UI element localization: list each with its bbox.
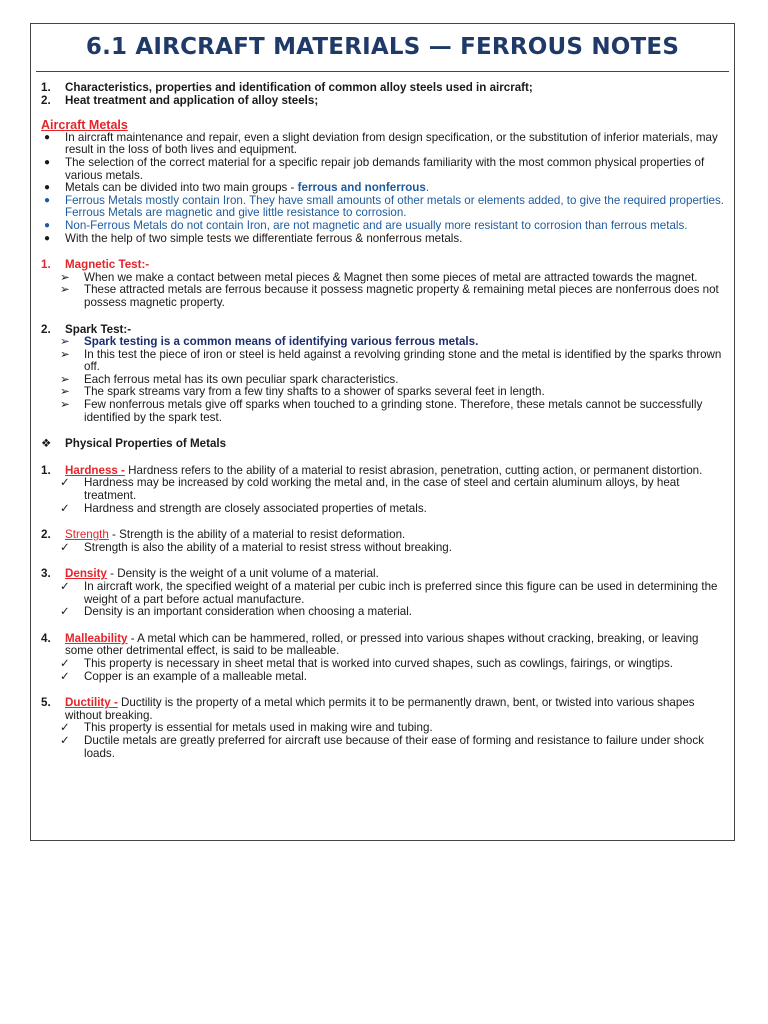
property-name: Ductility -: [65, 696, 118, 710]
list-item: ✓ In aircraft work, the specified weight of a material per cubic inch is preferred since this figure can be used in determining the weight of a part before actual manufacture.: [60, 580, 718, 606]
list-item: ➢ When we make a contact between metal pieces & Magnet then some pieces of metal are attracted towards the magnet.: [60, 270, 698, 284]
list-item: ✓ Hardness and strength are closely associated properties of metals.: [60, 501, 427, 515]
check-icon: ✓: [60, 501, 70, 515]
bullet-icon: ●: [44, 182, 51, 194]
bullet-icon: ●: [44, 156, 51, 168]
check-icon: ✓: [60, 605, 70, 619]
list-item: ✓ Density is an important consideration when choosing a material.: [60, 605, 413, 619]
arrow-icon: ➢: [60, 372, 70, 386]
list-item: ✓ Ductile metals are greatly preferred for aircraft use because of their ease of forming and resistance to failure under shock loads.: [60, 733, 704, 760]
list-item: ➢ In this test the piece of iron or steel is held against a revolving grinding stone and the metal is identified by the sparks thrown off.: [60, 347, 722, 374]
arrow-icon: ➢: [60, 335, 70, 349]
list-item: ● With the help of two simple tests we differentiate ferrous & nonferrous metals.: [41, 233, 728, 246]
section-heading-spark-test: 2. Spark Test:-: [41, 322, 132, 336]
arrow-icon: ➢: [60, 385, 70, 399]
property-name: Density: [65, 567, 107, 581]
objective-number: 2.: [41, 93, 51, 107]
notes-content: [41, 80, 728, 760]
check-icon: ✓: [60, 669, 70, 683]
property-name: Malleability: [65, 631, 128, 645]
objective-item: [41, 95, 728, 108]
list-item: ● Metals can be divided into two main groups - ferrous and nonferrous.: [41, 182, 728, 195]
property-ductility: 5. Ductility - Ductility is the property of a metal which permits it to be permanently drawn, bent, or twisted into various shapes without breaking.: [41, 696, 695, 722]
section-heading-magnetic-test: 1. Magnetic Test:-: [41, 258, 150, 272]
diamond-bullet-icon: ❖: [41, 437, 52, 451]
list-item: ➢ The spark streams vary from a few tiny shafts to a shower of sparks several feet in length.: [60, 385, 545, 399]
property-strength: 2. Strength - Strength is the ability of a material to resist deformation.: [41, 528, 406, 542]
objective-item: [41, 82, 728, 95]
list-item: ● In aircraft maintenance and repair, even a slight deviation from design specification, or the substitution of inferior materials, may result in the loss of both lives and equipment.: [41, 132, 728, 157]
arrow-icon: ➢: [60, 398, 70, 412]
list-item: ✓ This property is necessary in sheet metal that is worked into curved shapes, such as cowlings, fairings, or wingtips.: [60, 656, 673, 670]
list-item: ● Non-Ferrous Metals do not contain Iron, are not magnetic and are usually more resistant to corrosion than ferrous metals.: [41, 220, 728, 233]
arrow-icon: ➢: [60, 347, 70, 361]
bullet-icon: ●: [44, 232, 51, 244]
list-item: ✓ Copper is an example of a malleable metal.: [60, 669, 307, 683]
property-malleability: 4. Malleability - A metal which can be hammered, rolled, or pressed into various shapes without cracking, breaking, or leaving some other detrimental effect, is said to be malleable.: [41, 631, 699, 658]
page-frame: [30, 23, 735, 841]
check-icon: ✓: [60, 580, 70, 593]
page-title: 6.1 AIRCRAFT MATERIALS — FERROUS NOTES: [85, 34, 680, 60]
bullet-icon: ●: [44, 131, 51, 143]
objective-number: 1.: [41, 81, 51, 94]
objective-text: Heat treatment and application of alloy steels;: [65, 93, 319, 107]
property-density: 3. Density - Density is the weight of a unit volume of a material.: [41, 567, 379, 581]
check-icon: ✓: [60, 733, 70, 747]
section-heading-physical-properties: ❖ Physical Properties of Metals: [41, 437, 227, 451]
list-item: ✓ Strength is also the ability of a material to resist stress without breaking.: [60, 540, 452, 554]
section-heading-aircraft-metals: Aircraft Metals: [41, 118, 128, 133]
objective-text: Characteristics, properties and identification of common alloy steels used in aircraft;: [65, 81, 533, 94]
check-icon: ✓: [60, 721, 70, 735]
list-item: ➢ Few nonferrous metals give off sparks when touched to a grinding stone. Therefore, these metals cannot be successfully identified by the spark test.: [60, 398, 703, 424]
check-icon: ✓: [60, 476, 70, 490]
bullet-icon: ●: [44, 219, 51, 231]
bullet-icon: ●: [44, 194, 51, 206]
property-hardness: 1. Hardness - Hardness refers to the ability of a material to resist abrasion, penetration, cutting action, or permanent distortion.: [41, 463, 703, 477]
list-item: ✓ Hardness may be increased by cold working the metal and, in the case of steel and certain aluminum alloys, by heat treatment.: [60, 476, 680, 503]
title-divider: [36, 71, 729, 72]
check-icon: ✓: [60, 540, 70, 554]
check-icon: ✓: [60, 656, 70, 670]
list-item: ➢ These attracted metals are ferrous because it possess magnetic property & remaining metal pieces are nonferrous does not possess magnetic property.: [60, 283, 719, 309]
list-item: ➢ Each ferrous metal has its own peculiar spark characteristics.: [60, 372, 399, 386]
list-item: ● The selection of the correct material for a specific repair job demands familiarity with the most common physical properties of various metals.: [41, 157, 728, 182]
property-name: Strength: [65, 528, 109, 542]
arrow-icon: ➢: [60, 270, 70, 284]
property-name: Hardness -: [65, 463, 125, 477]
arrow-icon: ➢: [60, 283, 70, 297]
ferrous-nonferrous-highlight: ferrous and nonferrous: [297, 181, 426, 195]
list-item: ➢ Spark testing is a common means of identifying various ferrous metals.: [60, 335, 479, 349]
list-item: ✓ This property is essential for metals used in making wire and tubing.: [60, 721, 433, 735]
list-item: ● Ferrous Metals mostly contain Iron. They have small amounts of other metals or elements added, to give the required properties. Ferrous Metals are magnetic and give little resistance to corrosion.: [41, 195, 728, 220]
